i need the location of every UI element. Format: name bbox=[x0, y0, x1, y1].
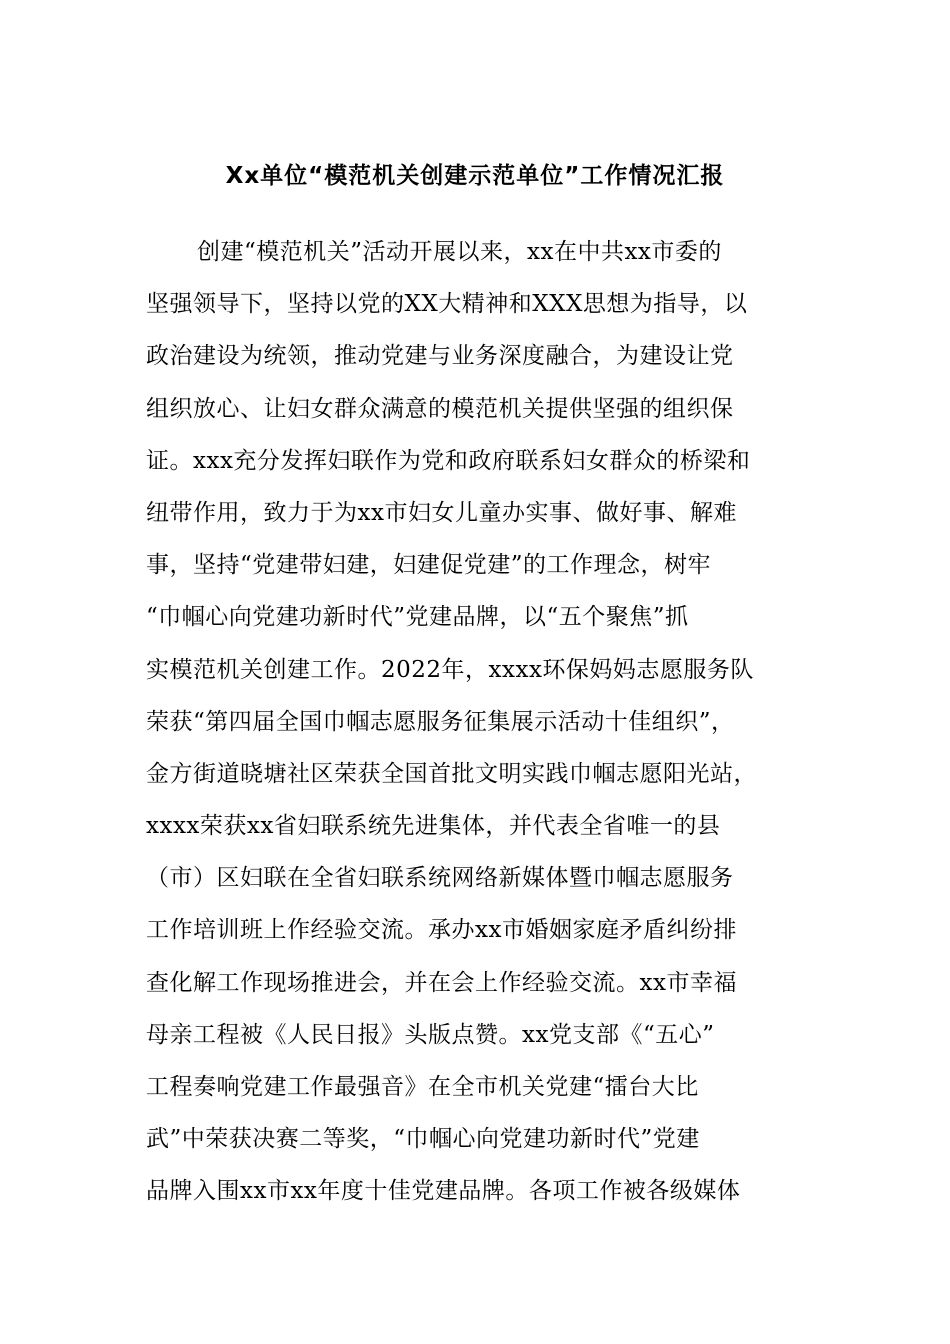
paragraph-line: 武”中荣获决赛二等奖，“巾帼心向党建功新时代”党建 bbox=[146, 1126, 700, 1153]
paragraph-line: 证。xxx充分发挥妇联作为党和政府联系妇女群众的桥梁和 bbox=[146, 447, 751, 474]
paragraph-line: 工程奏响党建工作最强音》在全市机关党建“擂台大比 bbox=[146, 1074, 699, 1100]
document-title: Xx单位“模范机关创建示范单位”工作情况汇报 bbox=[225, 163, 725, 189]
paragraph-line: （市）区妇联在全省妇联系统网络新媒体暨巾帼志愿服务 bbox=[146, 865, 734, 892]
paragraph-line: 创建“模范机关”活动开展以来，xx在中共xx市委的 bbox=[197, 239, 722, 265]
paragraph-line: xxxx荣获xx省妇联系统先进集体，并代表全省唯一的县 bbox=[146, 813, 721, 840]
paragraph-line: 荣获“第四届全国巾帼志愿服务征集展示活动十佳组织”， bbox=[146, 708, 735, 735]
paragraph-line: 政治建设为统领，推动党建与业务深度融合，为建设让党 bbox=[146, 343, 734, 370]
paragraph-line: 实模范机关创建工作。2022年，xxxx环保妈妈志愿服务队 bbox=[146, 656, 754, 683]
paragraph-line: 品牌入围xx市xx年度十佳党建品牌。各项工作被各级媒体 bbox=[146, 1178, 741, 1205]
paragraph-line: 坚强领导下，坚持以党的XX大精神和XXX思想为指导，以 bbox=[146, 291, 748, 318]
document-body bbox=[146, 232, 806, 1224]
paragraph-line: 查化解工作现场推进会，并在会上作经验交流。xx市幸福 bbox=[146, 969, 737, 996]
paragraph-line: “巾帼心向党建功新时代”党建品牌，以“五个聚焦”抓 bbox=[146, 604, 689, 631]
paragraph-line: 组织放心、让妇女群众满意的模范机关提供坚强的组织保 bbox=[146, 395, 734, 422]
paragraph-line: 事，坚持“党建带妇建，妇建促党建”的工作理念，树牢 bbox=[146, 552, 712, 579]
paragraph-line: 纽带作用，致力于为xx市妇女儿童办实事、做好事、解难 bbox=[146, 499, 737, 526]
paragraph-line: 母亲工程被《人民日报》头版点赞。xx党支部《“五心” bbox=[146, 1021, 715, 1048]
paragraph-line: 工作培训班上作经验交流。承办xx市婚姻家庭矛盾纠纷排 bbox=[146, 917, 737, 944]
paragraph-line: 金方街道晓塘社区荣获全国首批文明实践巾帼志愿阳光站， bbox=[146, 760, 757, 787]
